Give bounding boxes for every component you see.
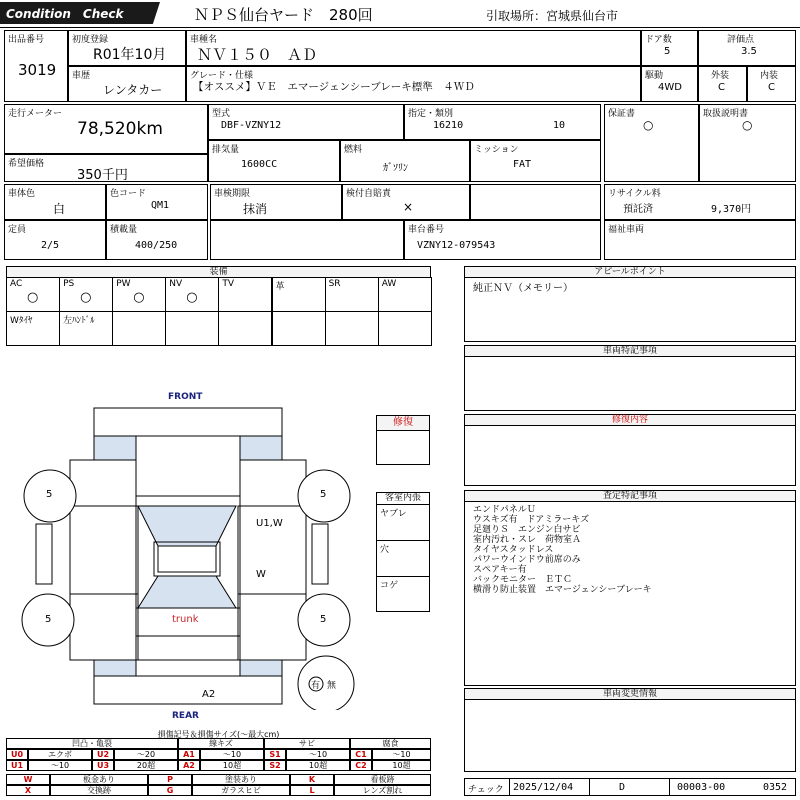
mileage-box: 走行メーター 78,520km [4,104,208,154]
class-box: 指定・類別 16210 10 [404,104,601,140]
inspection-note: タイヤスタッドレス [473,545,554,555]
insurance-box: 検付自賠責 × [342,184,470,220]
transmission-box: ミッション FAT [470,140,601,182]
legend-desc: 〜20 [114,749,178,760]
equipment-cell [6,311,60,346]
inspection-note: 横滑り防止装置 エマージェンシーブレーキ [473,585,652,595]
fuel-box: 燃料 ｶﾞｿﾘﾝ [340,140,470,182]
vehicle-name: ＮＶ１５０ ＡＤ [197,46,318,64]
chassis-box: 車台番号 VZNY12-079543 [404,220,601,260]
equipment-mark: ○ [27,290,39,305]
repair-box [376,415,430,465]
price-box: 希望価格 350千円 [4,154,208,182]
equipment-cell [325,311,379,346]
tire-rear-right-grade: 5 [320,614,327,625]
legend-code: L [290,785,334,796]
legend-desc: レンズ割れ [334,785,431,796]
right-front-fender [240,460,306,506]
welfare-box: 福祉車両 [604,220,796,260]
inspection-box: 車検期限 抹消 [210,184,342,220]
legend-desc: 10超 [286,760,350,771]
legend-code: C1 [350,749,372,760]
warranty-mark: ○ [643,118,654,132]
inspection-note: スペアキー有 [473,565,527,575]
legend-code: S1 [264,749,286,760]
history-box: 車歴 レンタカー [68,66,186,102]
hood [136,436,240,496]
inspection-note: ウスキズ有 ドアミラーキズ [473,515,590,525]
cabin-box [376,492,430,612]
class-category: 10 [553,120,566,131]
legend-code: A2 [178,760,200,771]
inspection-notes-list [473,505,652,595]
inspection-note: バックモニター ＥＴＣ [473,575,573,585]
equipment-cell [165,277,219,312]
change-info-panel [464,688,796,772]
legend-code: U1 [6,760,28,771]
mileage: 78,520km [77,119,163,139]
repair-detail-title: 修復内容 [465,415,795,426]
equipment-cell [59,311,113,346]
displacement: 1600CC [241,159,278,170]
insurance-mark: × [403,200,414,214]
legend-group-header: サビ [264,738,350,749]
front-right-light [240,436,282,460]
damage-mark-rear: A2 [202,689,216,700]
drive-box: 駆動 4WD [641,66,698,102]
lot-number: 3019 [18,61,57,79]
legend-group-header: 腐食 [350,738,431,749]
legend-desc: 〜10 [372,749,431,760]
rear-label: REAR [172,711,199,721]
inspection-expiry: 抹消 [243,202,268,216]
score-box: 評価点 3.5 [698,30,796,66]
inspection-note: パワーウインドウ前席のみ [473,555,581,565]
equipment-extra: Wﾀｲﾔ [10,316,33,326]
repair-detail-panel [464,414,796,486]
legend-desc: 交換跡 [50,785,148,796]
ext-box: 外装 C [698,66,747,102]
name-box: 車種名 ＮＶ１５０ ＡＤ [186,30,641,66]
equipment-label: PW [116,279,131,289]
door-count: 5 [664,46,671,57]
check-date: 2025/12/04 [513,782,574,793]
legend-title: 損傷記号＆損傷サイズ(〜最大cm) [157,730,280,739]
interior-grade: C [768,82,775,93]
front-left-light [94,436,136,460]
legend-code: U0 [6,749,28,760]
legend-desc: 〜10 [200,749,264,760]
legend-code: W [6,774,50,785]
reg-box: 初度登録 R01年10月 [68,30,186,66]
equipment-extra: 左ﾊﾝﾄﾞﾙ [63,316,95,326]
appeal-text: 純正ＮＶ（メモリー） [473,283,573,294]
first-registration: R01年10月 [93,47,167,63]
legend-desc: 看板跡 [334,774,431,785]
front-label: FRONT [168,392,203,402]
equipment-label: PS [63,279,75,289]
front-bumper [94,408,282,436]
warranty-box: 保証書 ○ [604,104,699,182]
legend-desc: 塗装あり [192,774,290,785]
equipment-label: NV [169,279,183,289]
rear-right-light [240,660,282,676]
spare-tire-absent: 無 [327,681,337,691]
fuel-type: ｶﾞｿﾘﾝ [383,163,408,174]
cabin-hole-row: 穴 [377,541,429,577]
transmission: FAT [513,159,532,170]
legend-desc: エクボ [28,749,92,760]
check-number: 00003-00 [677,782,726,793]
pickup-location: 引取場所：宮城県仙台市 [486,9,619,23]
tire-rear-left-grade: 5 [45,614,52,625]
check-number-2: 0352 [763,782,788,793]
chassis-number: VZNY12-079543 [417,240,496,251]
equipment-cell [378,277,432,312]
notes-title: 車両特記事項 [465,346,795,357]
right-mirror-rail [312,524,328,584]
legend-code: S2 [264,760,286,771]
capacity: 2/5 [41,240,60,251]
equipment-cell [165,311,219,346]
grade-spec: 【オススメ】ＶＥ エマージェンシーブレーキ標準 ４ＷＤ [193,81,475,93]
grade-score: 3.5 [741,46,757,57]
damage-mark-roof: U1,W [256,518,283,529]
doors-box: ドア数 5 [641,30,698,66]
class-designation: 16210 [433,120,464,131]
legend-code: A1 [178,749,200,760]
blank-box-1 [470,184,601,220]
equipment-mark: ○ [80,290,92,305]
desired-price: 350千円 [77,168,128,183]
check-code: D [619,782,626,793]
equipment-cell [218,311,272,346]
recycle-status: 預託済 [623,204,653,215]
model-box: 型式 DBF-VZNY12 [208,104,404,140]
legend-code: K [290,774,334,785]
damage-mark-side: W [256,569,266,580]
recycle-box: リサイクル料 預託済 9,370円 [604,184,796,220]
right-rear-panel [238,594,306,660]
inspection-note: エンドパネルＵ [473,505,536,515]
check-divider-3 [669,779,670,795]
notes-panel [464,345,796,411]
equipment-cell [325,277,379,312]
left-mirror-rail [36,524,52,584]
load-capacity: 400/250 [135,240,178,251]
sunroof [158,546,216,572]
rear-left-light [94,660,136,676]
recycle-fee: 9,370円 [711,204,752,215]
equipment-label: SR [328,279,341,289]
legend-code: X [6,785,50,796]
capacity-box: 定員 2/5 [4,220,106,260]
load-box: 積載量 400/250 [106,220,208,260]
color-code: QM1 [151,200,170,211]
equipment-cell [112,277,166,312]
header-bar [0,0,800,28]
manual-box: 取扱説明書 ○ [699,104,796,182]
tire-front-right-grade: 5 [320,489,327,500]
exterior-grade: C [718,82,725,93]
lot-box: 出品番号 3019 [4,30,68,102]
equipment-mark: ○ [186,290,198,305]
appeal-title: アピールポイント [465,267,795,278]
equipment-cell [378,311,432,346]
legend-desc: 10超 [372,760,431,771]
manual-mark: ○ [742,118,753,132]
legend-code: C2 [350,760,372,771]
inspection-note: 室内汚れ・スレ 荷物室Ａ [473,535,582,545]
equipment-label: AC [10,279,23,289]
check-footer [464,778,796,796]
appeal-panel [464,266,796,342]
rear-bumper [94,676,282,704]
legend-desc: 20超 [114,760,178,771]
change-info-title: 車両変更情報 [465,689,795,700]
equipment-label: 革 [275,282,285,292]
legend-code: U3 [92,760,114,771]
auction-title: ＮＰＳ仙台ヤード 280回 [194,6,373,24]
cabin-tear-row: ヤブレ [377,505,429,541]
check-label: チェック [468,785,504,795]
equipment-mark: ○ [133,290,145,305]
sunroof-frame [154,542,220,576]
cabin-burn-row: コゲ [380,581,399,591]
rear-gate [136,660,240,676]
color-box: 車体色 白 [4,184,106,220]
equipment-cell [218,277,272,312]
grade-box: グレード・仕様 【オススメ】ＶＥ エマージェンシーブレーキ標準 ４ＷＤ [186,66,641,102]
windshield [138,506,236,546]
color-code-box: 色コード QM1 [106,184,208,220]
legend-group-header: 凹凸・亀裂 [6,738,178,749]
equipment-label: TV [222,279,235,289]
left-front-fender [70,460,136,506]
body-color: 白 [53,202,66,216]
equipment-cell [272,311,326,346]
equipment-cell [59,277,113,312]
repair-title: 修復 [377,416,429,431]
check-divider-1 [509,779,510,795]
legend-desc: 〜10 [286,749,350,760]
left-rear-panel [70,594,138,660]
check-divider-2 [589,779,590,795]
int-box: 内装 C [747,66,796,102]
model-code: DBF-VZNY12 [221,120,282,131]
legend-code: P [148,774,192,785]
equipment-title: 装備 [7,267,430,278]
vehicle-history: レンタカー [103,83,163,97]
car-diagram [18,400,358,710]
legend-desc: 〜10 [28,760,92,771]
rear-window [138,576,236,608]
legend-group-header: 線キズ [178,738,264,749]
spare-tire-present: 有 [311,681,321,691]
inspection-notes-title: 査定特記事項 [465,491,795,502]
legend-desc: ガラスヒビ [192,785,290,796]
equipment-label: AW [381,279,397,289]
legend-code: G [148,785,192,796]
cabin-title: 客室内張 [377,493,429,505]
blank-box-2 [210,220,404,260]
cc-box: 排気量 1600CC [208,140,340,182]
equipment-cell [6,277,60,312]
equipment-cell [112,311,166,346]
trunk-label: trunk [172,614,199,625]
inspection-note: 足廻りＳ エンジン白サビ [473,525,581,535]
legend-desc: 10超 [200,760,264,771]
left-front-door [70,506,138,594]
inspection-notes-panel [464,490,796,686]
equipment-cell [272,277,326,312]
drive-type: 4WD [658,82,682,93]
brand-label: Condition Check [6,7,124,21]
legend-desc: 板金あり [50,774,148,785]
tire-front-left-grade: 5 [46,489,53,500]
spare-tire [298,656,354,710]
legend-code: U2 [92,749,114,760]
